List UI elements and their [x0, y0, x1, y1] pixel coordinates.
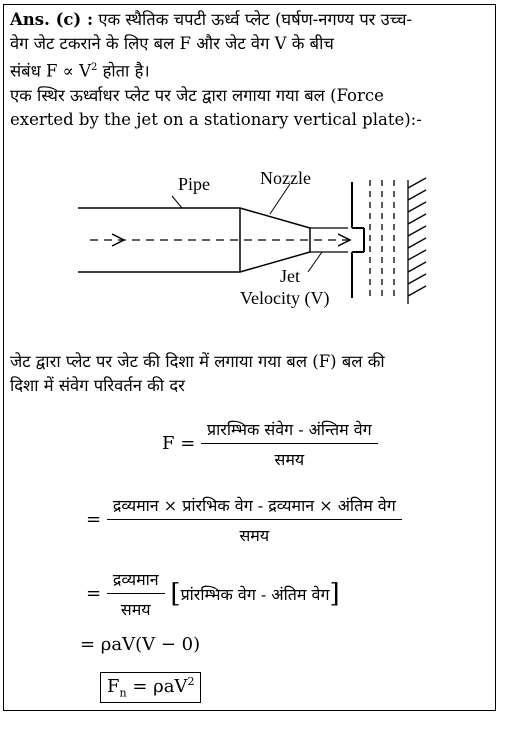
- equation-3: = $\frac{\text{द्रव्यमान}}{\text{समय}}$ [प्रांरम्भिक वेग - अंतिम वेग]: [86, 570, 340, 619]
- jet-leader: [308, 252, 322, 272]
- pipe-leader: [172, 196, 182, 208]
- answer-label: Ans. (c) :: [10, 10, 94, 29]
- label-pipe: Pipe: [178, 174, 211, 194]
- equation-3-fraction: $\frac{\text{द्रव्यमान}}{\text{समय}}$: [107, 568, 165, 620]
- nozzle-leader: [270, 184, 290, 214]
- explanation-line-2: दिशा में संवेग परिवर्तन की दर: [10, 376, 185, 395]
- hatched-wall: [408, 178, 426, 304]
- label-jet: Jet: [280, 266, 300, 286]
- final-formula-box: $F_n = \rho aV^2$: [100, 672, 201, 703]
- equation-2-fraction: $\frac{\text{द्रव्यमान × प्रांरभिक वेग - द्रव्यमान × अंतिम वेग}}{\text{समय}}$: [107, 494, 402, 546]
- intro-line-2: वेग जेट टकराने के लिए बल F और जेट वेग V के बीच: [10, 34, 334, 53]
- nozzle-top: [240, 208, 310, 228]
- label-nozzle: Nozzle: [260, 168, 311, 188]
- intro-line-1: Ans. (c) : एक स्थैतिक चपटी ऊर्ध्व प्लेट (घर्षण-नगण्य पर उच्च-: [10, 10, 412, 29]
- intro-line-5: exerted by the jet on a stationary vertical plate):-: [10, 109, 422, 129]
- equation-2: = $\frac{\text{द्रव्यमान × प्रांरभिक वेग - द्रव्यमान × अंतिम वेग}}{\text{समय}}$: [86, 494, 402, 546]
- label-velocity: Velocity (V): [240, 288, 330, 308]
- explanation-paragraph: [10, 350, 503, 398]
- deflected-flow-lines: [370, 180, 394, 300]
- jet-plate-diagram: [60, 160, 460, 320]
- equation-4: = ρaV(V − 0): [80, 634, 201, 655]
- equation-1-fraction: $\frac{\text{प्रारम्भिक संवेग - अंन्तिम वेग}}{\text{समय}}$: [201, 418, 378, 470]
- intro-line-4: एक स्थिर ऊर्ध्वाधर प्लेट पर जेट द्वारा लगाया गया बल (Force: [10, 85, 384, 105]
- intro-line-3: संबंध $F \propto V^2$ होता है।: [10, 61, 150, 81]
- intro-paragraph: [10, 8, 503, 132]
- explanation-line-1: जेट द्वारा प्लेट पर जेट की दिशा में लगाया गया बल (F) बल की: [10, 352, 385, 371]
- equation-1: F = $\frac{\text{प्रारम्भिक संवेग - अंन्तिम वेग}}{\text{समय}}$: [162, 418, 378, 470]
